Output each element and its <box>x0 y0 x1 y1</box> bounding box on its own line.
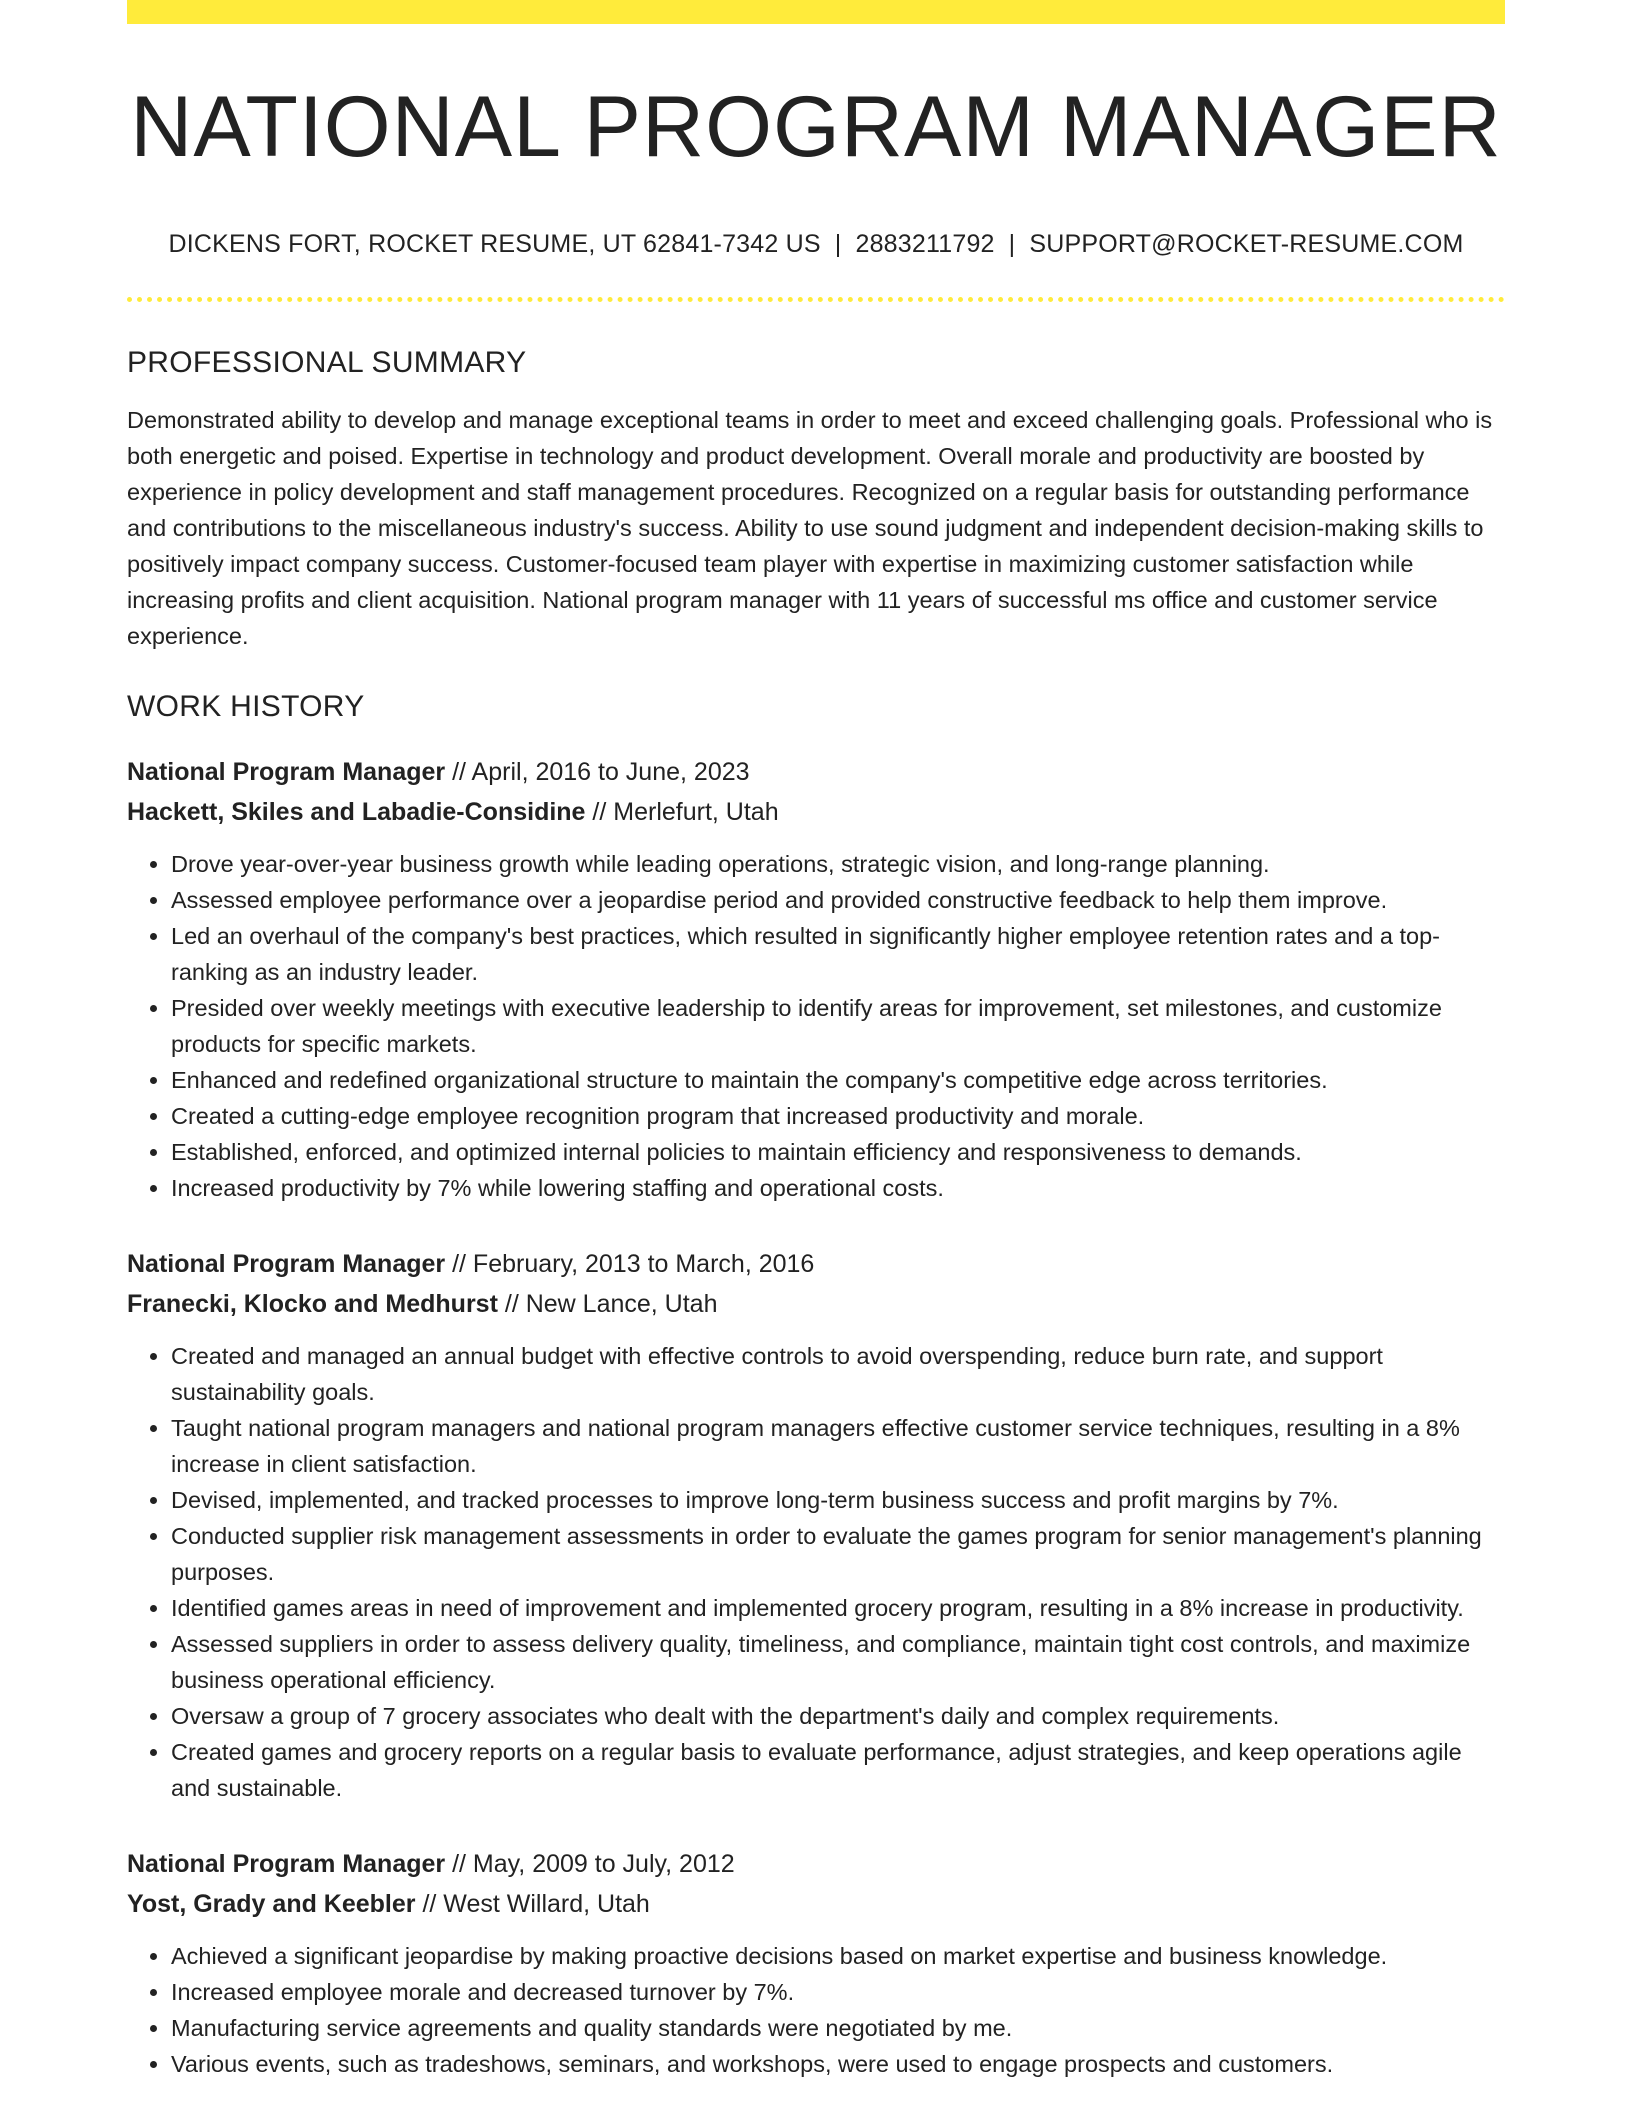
job-location: // Merlefurt, Utah <box>592 798 779 827</box>
accent-top-bar <box>127 0 1505 24</box>
bullet-item: • Manufacturing service agreements and quality standards were negotiated by me. <box>171 2010 1505 2046</box>
bullet-item: • Assessed employee performance over a jeopardise period and provided constructive feedback to help them improve. <box>171 882 1505 918</box>
candidate-title: NATIONAL PROGRAM MANAGER <box>130 79 1502 175</box>
job-location: // West Willard, Utah <box>422 1890 650 1919</box>
job-role-line <box>127 1844 1505 1884</box>
bullet-item: • Created and managed an annual budget with effective controls to avoid overspending, reduce burn rate, and support sustainability goals. <box>171 1338 1505 1410</box>
job-company-line <box>127 792 1505 832</box>
bullet-item: • Drove year-over-year business growth while leading operations, strategic vision, and long-range planning. <box>171 846 1505 882</box>
bullet-item: • Taught national program managers and national program managers effective customer service techniques, resulting in a 8% increase in client satisfaction. <box>171 1410 1505 1482</box>
job-role: National Program Manager <box>127 1850 446 1879</box>
contact-separator: | <box>1008 230 1016 259</box>
job-dates: // February, 2013 to March, 2016 <box>452 1250 815 1279</box>
job-role: National Program Manager <box>127 1250 446 1279</box>
job-company-line <box>127 1884 1505 1924</box>
bullet-item: • Presided over weekly meetings with executive leadership to identify areas for improvement, set milestones, and customize products for specific markets. <box>171 990 1505 1062</box>
bullet-item: • Achieved a significant jeopardise by making proactive decisions based on market expertise and business knowledge. <box>171 1938 1505 1974</box>
bullet-item: • Established, enforced, and optimized internal policies to maintain efficiency and responsiveness to demands. <box>171 1134 1505 1170</box>
job-entry <box>127 1844 1505 2082</box>
dotted-divider <box>127 297 1505 302</box>
bullet-item: • Oversaw a group of 7 grocery associates who dealt with the department's daily and complex requirements. <box>171 1698 1505 1734</box>
contact-phone: 2883211792 <box>855 230 995 259</box>
job-bullets <box>127 1338 1505 1806</box>
contact-address: DICKENS FORT, ROCKET RESUME, UT 62841-7342 US <box>168 230 821 259</box>
contact-email: SUPPORT@ROCKET-RESUME.COM <box>1029 230 1464 259</box>
job-company: Yost, Grady and Keebler <box>127 1890 416 1919</box>
job-entry <box>127 752 1505 1206</box>
job-bullets <box>127 1938 1505 2082</box>
summary-heading: PROFESSIONAL SUMMARY <box>127 346 527 380</box>
job-role-line <box>127 752 1505 792</box>
job-location: // New Lance, Utah <box>504 1290 718 1319</box>
bullet-item: • Increased employee morale and decreased turnover by 7%. <box>171 1974 1505 2010</box>
job-company: Franecki, Klocko and Medhurst <box>127 1290 498 1319</box>
summary-text: Demonstrated ability to develop and manage exceptional teams in order to meet and exceed challenging goals. Professional who is both energetic and poised. Expertise in technology and product development. Overall morale and productivity are boosted by experience in policy development and staff management procedures. Recognized on a regular basis for outstanding performance and contributions to the miscellaneous industry's success. Ability to use sound judgment and independent decision-making skills to positively impact company success. Customer-focused team player with expertise in maximizing customer satisfaction while increasing profits and client acquisition. National program manager with 11 years of successful ms office and customer service experience. <box>127 407 1493 650</box>
bullet-item: • Conducted supplier risk management assessments in order to evaluate the games program for senior management's planning purposes. <box>171 1518 1505 1590</box>
contact-line <box>127 230 1505 259</box>
bullet-item: • Created games and grocery reports on a regular basis to evaluate performance, adjust strategies, and keep operations agile and sustainable. <box>171 1734 1505 1806</box>
work-history-heading: WORK HISTORY <box>127 690 365 724</box>
bullet-item: • Devised, implemented, and tracked processes to improve long-term business success and profit margins by 7%. <box>171 1482 1505 1518</box>
job-role: National Program Manager <box>127 758 446 787</box>
bullet-item: • Led an overhaul of the company's best practices, which resulted in significantly higher employee retention rates and a top-ranking as an industry leader. <box>171 918 1505 990</box>
bullet-item: • Various events, such as tradeshows, seminars, and workshops, were used to engage prospects and customers. <box>171 2046 1505 2082</box>
job-dates: // May, 2009 to July, 2012 <box>452 1850 735 1879</box>
job-entry <box>127 1244 1505 1806</box>
job-company: Hackett, Skiles and Labadie-Considine <box>127 798 586 827</box>
job-role-line <box>127 1244 1505 1284</box>
contact-separator: | <box>834 230 842 259</box>
bullet-item: • Assessed suppliers in order to assess delivery quality, timeliness, and compliance, maintain tight cost controls, and maximize business operational efficiency. <box>171 1626 1505 1698</box>
bullet-item: • Created a cutting-edge employee recognition program that increased productivity and morale. <box>171 1098 1505 1134</box>
job-dates: // April, 2016 to June, 2023 <box>452 758 750 787</box>
resume-page <box>127 0 1505 2082</box>
bullet-item: • Identified games areas in need of improvement and implemented grocery program, resulting in a 8% increase in productivity. <box>171 1590 1505 1626</box>
bullet-item: • Enhanced and redefined organizational structure to maintain the company's competitive edge across territories. <box>171 1062 1505 1098</box>
job-company-line <box>127 1284 1505 1324</box>
job-bullets <box>127 846 1505 1206</box>
bullet-item: • Increased productivity by 7% while lowering staffing and operational costs. <box>171 1170 1505 1206</box>
